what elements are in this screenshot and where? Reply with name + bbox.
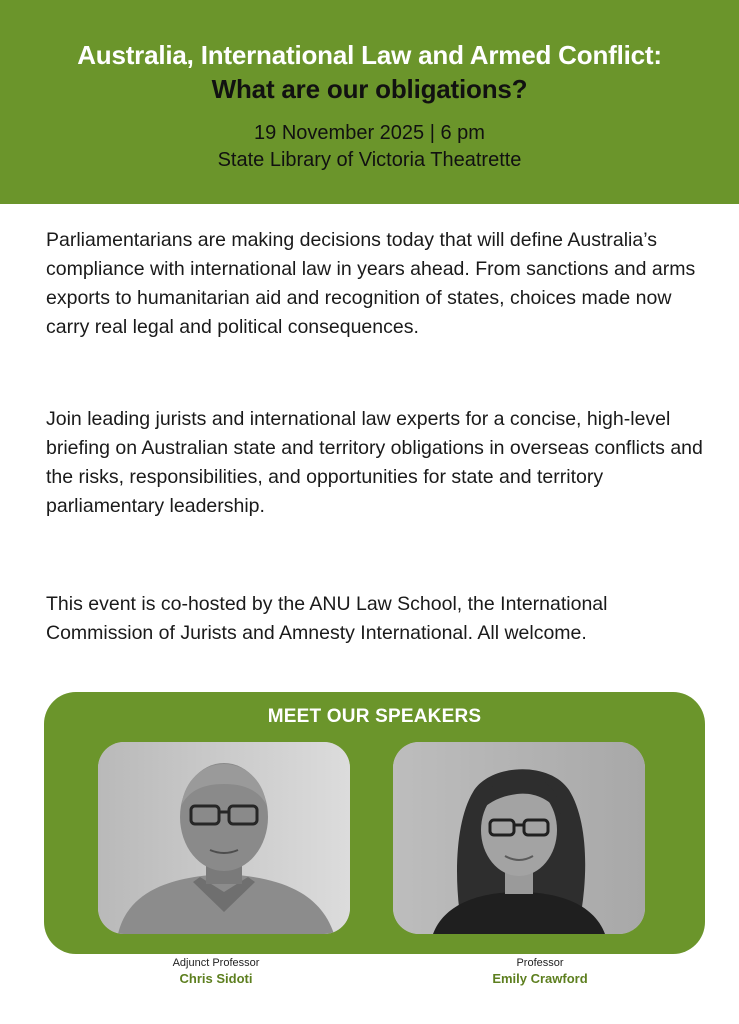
- cohost-paragraph: This event is co-hosted by the ANU Law School, the International Commission of Jurists and Amnesty International. All welcome.: [46, 593, 608, 644]
- event-header: [0, 0, 739, 204]
- speaker-name: Emily Crawford: [492, 971, 588, 986]
- speaker-caption: [66, 956, 366, 988]
- speaker-role: Adjunct Professor: [172, 957, 260, 969]
- speaker-photo-chris-sidoti: [98, 742, 350, 934]
- speakers-panel: [44, 692, 705, 954]
- intro-paragraph: Parliamentarians are making decisions today that will define Australia’s compliance with international law in years ahead. From sanctions and arms exports to humanitarian aid and recognition of states, choices made now carry real legal and political consequences.: [46, 229, 696, 338]
- speaker-name: Chris Sidoti: [179, 971, 253, 986]
- event-subtitle: What are our obligations?: [211, 74, 528, 104]
- speaker-caption: [390, 956, 690, 988]
- speaker-photo-emily-crawford: [393, 742, 645, 934]
- speakers-heading: MEET OUR SPEAKERS: [267, 706, 482, 727]
- speaker-role: Professor: [516, 957, 564, 969]
- event-venue: State Library of Victoria Theatrette: [217, 149, 522, 171]
- briefing-paragraph: Join leading jurists and international law experts for a concise, high-level briefing on Australian state and territory obligations in overseas conflicts and the risks, responsibilities, and opportunities for state and territory parliamentary leadership.: [46, 408, 703, 517]
- event-title: Australia, International Law and Armed Conflict:: [77, 40, 662, 70]
- event-date-time: 19 November 2025 | 6 pm: [254, 122, 485, 144]
